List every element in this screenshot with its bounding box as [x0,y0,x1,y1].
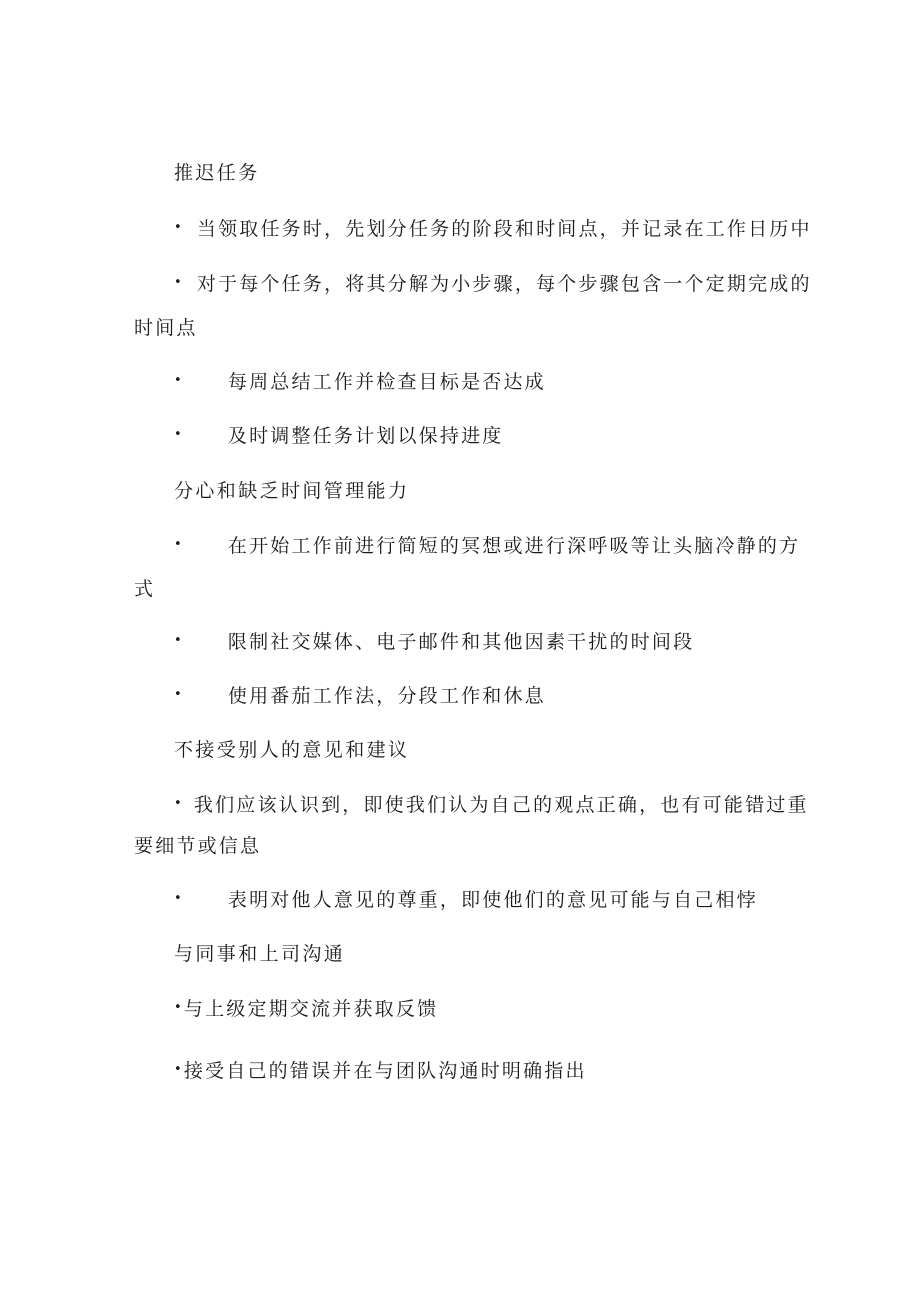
list-item [174,272,812,297]
list-item-text: 我们应该认识到，即使我们认为自己的观点正确，也有可能错过重 [193,794,809,816]
list-item-text: 及时调整任务计划以保持进度 [227,425,504,447]
bullet-icon: • [174,536,184,552]
list-item-text: 每周总结工作并检查目标是否达成 [227,371,546,393]
section-heading: 与同事和上司沟通 [174,943,346,965]
bullet-icon: • [174,426,184,442]
list-item-text: 表明对他人意见的尊重，即使他们的意见可能与自己相悖 [227,889,758,911]
bullet-icon: • [174,1061,184,1077]
list-item [174,370,546,395]
bullet-icon: • [174,274,184,290]
list-item [174,684,546,709]
bullet-icon: • [174,890,184,906]
section-heading: 不接受别人的意见和建议 [174,739,410,761]
list-item-continuation: 要细节或信息 [134,835,262,857]
list-item-text: 对于每个任务，将其分解为小步骤，每个步骤包含一个定期完成的 [196,273,812,295]
list-item-text: 与上级定期交流并获取反馈 [183,998,439,1020]
bullet-icon: • [174,632,184,648]
list-item [174,630,694,655]
list-item-text: 当领取任务时，先划分任务的阶段和时间点，并记录在工作日历中 [196,218,812,240]
bullet-icon: • [174,999,184,1015]
list-item-text: 在开始工作前进行简短的冥想或进行深呼吸等让头脑冷静的方 [227,535,801,557]
list-item [174,997,438,1022]
list-item-continuation: 式 [134,578,156,600]
list-item [174,1059,587,1084]
bullet-icon: • [174,686,184,702]
section-heading: 分心和缺乏时间管理能力 [174,480,410,502]
list-item [174,534,800,559]
list-item-continuation: 时间点 [134,317,198,339]
list-item [174,217,812,242]
list-item [174,793,809,818]
list-item-text: 接受自己的错误并在与团队沟通时明确指出 [183,1060,587,1082]
bullet-icon: • [174,795,184,811]
bullet-icon: • [174,372,184,388]
list-item-text: 限制社交媒体、电子邮件和其他因素干扰的时间段 [227,631,695,653]
list-item-text: 使用番茄工作法，分段工作和休息 [227,685,546,707]
list-item [174,888,758,913]
bullet-icon: • [174,219,184,235]
section-heading: 推迟任务 [174,162,260,184]
list-item [174,424,503,449]
